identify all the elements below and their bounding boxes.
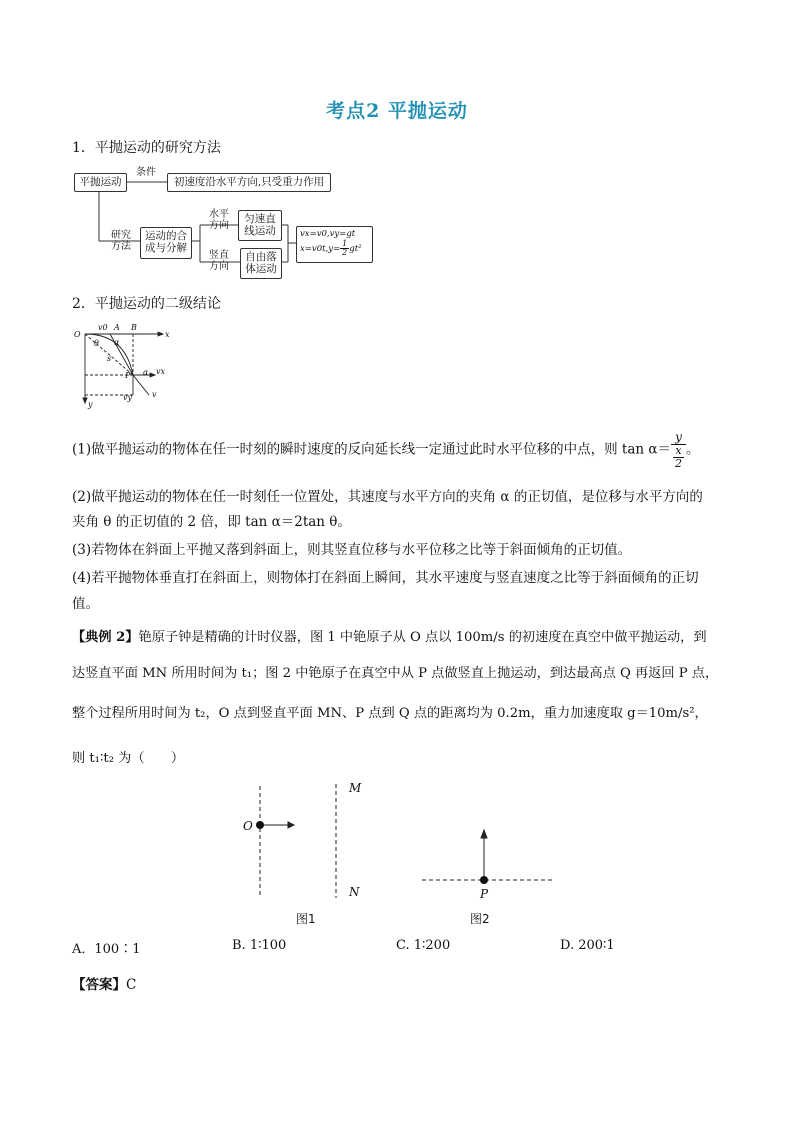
example-tag: 【典例 2】 (72, 630, 139, 645)
flow-condition-box: 初速度沿水平方向,只受重力作用 (167, 173, 331, 192)
flow-equation-2-tail: gt² (349, 244, 362, 254)
flow-horizontal-motion-box (238, 210, 282, 241)
fig-label-alpha-2: α (143, 368, 149, 377)
flow-equation-2-head: x=v0t,y= (300, 244, 341, 254)
option-a[interactable]: A．100∶1 (72, 942, 141, 957)
conclusion-1-denominator-x: x (673, 445, 684, 458)
example-figures-svg (230, 778, 570, 928)
fig-label-theta: θ (94, 339, 99, 348)
section-1-heading: 1．平抛运动的研究方法 (72, 140, 221, 156)
flow-vertical-motion-box (240, 248, 282, 279)
example-line-3: 整个过程所用时间为 t₂，O 点到竖直平面 MN、P 点到 Q 点的距离均为 0.2m，重力加速度取 g＝10m/s²， (72, 706, 708, 721)
fig-label-A: A (114, 323, 120, 332)
flow-horizontal-motion-1: 匀速直 (244, 213, 276, 225)
flow-horizontal-motion-2: 线运动 (244, 225, 276, 237)
conclusion-1-numerator: y (671, 430, 686, 445)
fig1-label-M: M (349, 781, 362, 795)
conclusion-1-denominator (671, 445, 686, 470)
flow-equation-2-denominator: 2 (342, 248, 348, 257)
fig-label-B: B (131, 323, 137, 332)
conclusion-2-line-2: 夹角 θ 的正切值的 2 倍，即 tan α＝2tan θ。 (72, 514, 351, 530)
answer-tag: 【答案】 (72, 977, 126, 993)
example-figures (230, 778, 570, 928)
conclusion-4-line-1: (4)若平抛物体垂直打在斜面上，则物体打在斜面上瞬间，其水平速度与竖直速度之比等于斜面倾角的正切 (72, 570, 699, 586)
flow-vertical-motion-2: 体运动 (245, 263, 277, 275)
flow-condition-label: 条件 (136, 167, 156, 178)
fig-label-alpha: α (114, 338, 120, 347)
fig2-caption: 图2 (470, 912, 490, 926)
conclusion-1 (72, 430, 700, 470)
answer-value: C (126, 977, 137, 993)
flow-horizontal-label (203, 209, 235, 231)
flow-root-box: 平抛运动 (74, 173, 127, 192)
fig-label-vy: vy (123, 393, 133, 402)
conclusion-2-line-1: (2)做平抛运动的物体在任一时刻任一位置处，其速度与水平方向的夹角 α 的正切值，是位移与水平方向的 (72, 489, 703, 505)
flow-method-label-2: 方法 (111, 241, 131, 252)
flow-compose-2: 成与分解 (145, 242, 187, 254)
example-line-2: 达竖直平面 MN 所用时间为 t₁；图 2 中铯原子在真空中从 P 点做竖直上抛运动，到达最高点 Q 再返回 P 点， (72, 666, 719, 681)
fig-label-s: s (107, 354, 112, 363)
example-line-1-text: 铯原子钟是精确的计时仪器，图 1 中铯原子从 O 点以 100m/s 的初速度在真空中做平抛运动，到 (138, 630, 707, 645)
flow-horizontal-label-2: 方向 (209, 220, 229, 231)
flow-equation-1: vx=v0,vy=gt (300, 229, 356, 239)
option-b[interactable]: B. 1∶100 (232, 938, 287, 953)
flow-equations-box (296, 226, 373, 263)
fig-label-y: y (88, 400, 93, 409)
fig-label-x: x (165, 330, 170, 339)
flow-horizontal-label-1: 水平 (209, 209, 229, 220)
fig-label-vx: vx (156, 367, 166, 376)
conclusion-1-end: 。 (686, 441, 700, 458)
fig1-label-N: N (349, 885, 360, 899)
trajectory-figure (70, 318, 180, 410)
flow-method-label-1: 研究 (111, 230, 131, 241)
fig-label-v0: v0 (98, 323, 108, 332)
conclusion-3: (3)若物体在斜面上平抛又落到斜面上，则其竖直位移与水平位移之比等于斜面倾角的正切值。 (72, 542, 632, 558)
flow-vertical-label-1: 竖直 (209, 250, 229, 261)
trajectory-svg (70, 318, 180, 410)
flow-vertical-motion-1: 自由落 (245, 251, 277, 263)
option-d[interactable]: D. 200∶1 (560, 938, 615, 953)
fig1-caption: 图1 (296, 912, 316, 926)
fig2-label-P: P (480, 887, 489, 901)
flow-equation-2-numerator: 1 (342, 239, 348, 248)
flow-compose-1: 运动的合 (145, 230, 187, 242)
conclusion-1-denominator-2: 2 (675, 457, 682, 470)
fig-label-O: O (74, 330, 81, 339)
fig-label-v: v (152, 390, 157, 399)
flow-vertical-label (203, 250, 235, 272)
fig1-label-O: O (243, 819, 253, 833)
flow-method-label (104, 230, 138, 252)
conclusion-4-line-2: 值。 (72, 596, 99, 612)
example-line-4: 则 t₁∶t₂ 为（ ） (72, 751, 185, 766)
answer (72, 975, 136, 995)
example-line-1 (72, 628, 707, 648)
flow-vertical-label-2: 方向 (209, 261, 229, 272)
conclusion-1-text: (1)做平抛运动的物体在任一时刻的瞬时速度的反向延长线一定通过此时水平位移的中点，则 tan α＝ (72, 441, 671, 458)
flow-compose-box (140, 227, 192, 259)
page-title: 考点2 平抛运动 (326, 100, 468, 122)
option-c[interactable]: C. 1∶200 (396, 938, 451, 953)
conclusion-1-fraction (671, 430, 686, 470)
section-2-heading: 2．平抛运动的二级结论 (72, 296, 221, 312)
flow-equation-2 (300, 240, 372, 257)
fig-label-P: P (125, 371, 131, 380)
